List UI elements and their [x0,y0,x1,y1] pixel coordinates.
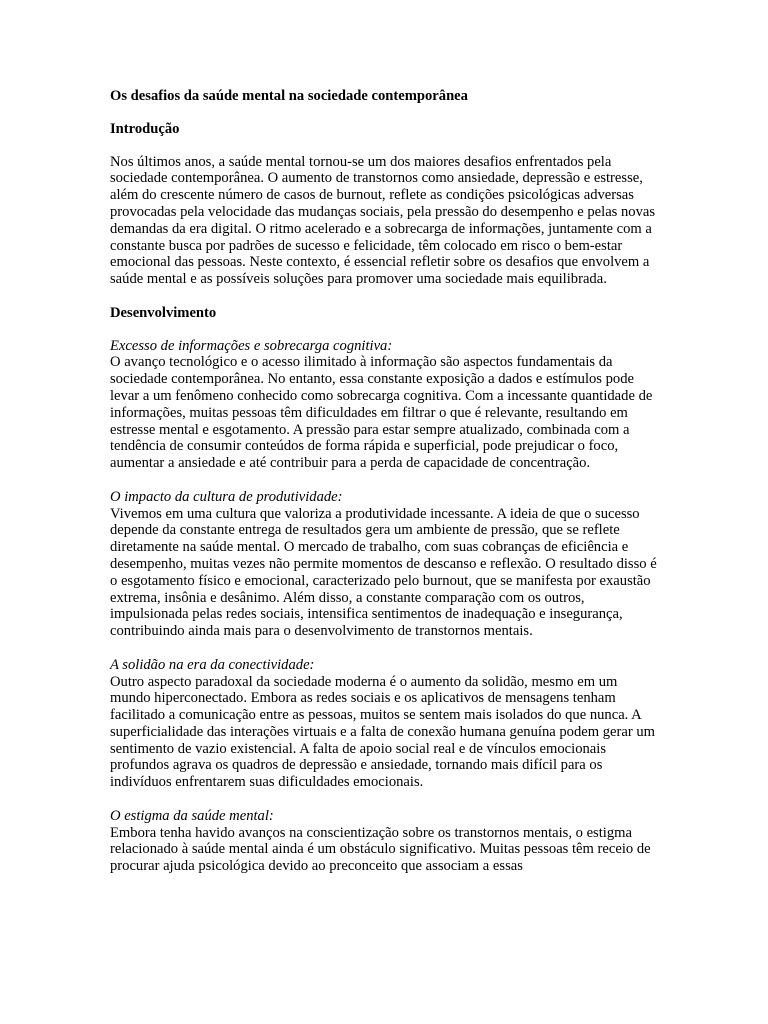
section-text: O avanço tecnológico e o acesso ilimitado à informação são aspectos fundamentais da sociedade contemporânea. No entanto, essa constante exposição a dados e estímulos pode levar a um fenômeno conhecido como sobrecarga cognitiva. Com a incessante quantidade de informações, muitas pessoas têm dificuldades em filtrar o que é relevante, resultando em estresse mental e esgotamento. A pressão para estar sempre atualizado, combinada com a tendência de consumir conteúdos de forma rápida e superficial, pode prejudicar o foco, aumentar a ansiedade e até contribuir para a perda de capacidade de concentração. [110,354,653,472]
section-productivity-culture [110,489,660,640]
intro-paragraph: Nos últimos anos, a saúde mental tornou-se um dos maiores desafios enfrentados pela sociedade contemporânea. O aumento de transtornos como ansiedade, depressão e estresse, além do crescente número de casos de burnout, reflete as condições psicológicas adversas provocadas pela velocidade das mudanças sociais, pela pressão do desempenho e pelas novas demandas da era digital. O ritmo acelerado e a sobrecarga de informações, juntamente com a constante busca por padrões de sucesso e felicidade, têm colocado em risco o bem-estar emocional das pessoas. Neste contexto, é essencial refletir sobre os desafios que envolvem a saúde mental e as possíveis soluções para promover uma sociedade mais equilibrada. [110,153,656,288]
development-heading: Desenvolvimento [110,304,217,321]
document-page [110,88,660,875]
section-subtitle: A solidão na era da conectividade: [110,656,315,673]
section-information-overload [110,338,660,472]
section-subtitle: O estigma da saúde mental: [110,807,274,824]
section-text: Vivemos em uma cultura que valoriza a produtividade incessante. A ideia de que o sucesso depende da constante entrega de resultados gera um ambiente de pressão, que se reflete diretamente na saúde mental. O mercado de trabalho, com suas cobranças de eficiência e desempenho, muitas vezes não permite momentos de descanso e reflexão. O resultado disso é o esgotamento físico e emocional, caracterizado pelo burnout, que se manifesta por exaustão extrema, insônia e desânimo. Além disso, a constante comparação com os outros, impulsionada pelas redes sociais, intensifica sentimentos de inadequação e insegurança, contribuindo ainda mais para o desenvolvimento de transtornos mentais. [110,505,657,640]
section-text: Outro aspecto paradoxal da sociedade moderna é o aumento da solidão, mesmo em um mundo hiperconectado. Embora as redes sociais e os aplicativos de mensagens tenham facilitado a comunicação entre as pessoas, muitos se sentem mais isolados do que nunca. A superficialidade das interações virtuais e a falta de conexão humana genuína podem gerar um sentimento de vazio existencial. A falta de apoio social real e de vínculos emocionais profundos agrava os quadros de depressão e ansiedade, tornando mais difícil para os indivíduos enfrentarem suas dificuldades emocionais. [110,673,656,791]
section-text: Embora tenha havido avanços na conscientização sobre os transtornos mentais, o estigma relacionado à saúde mental ainda é um obstáculo significativo. Muitas pessoas têm receio de procurar ajuda psicológica devido ao preconceito que associam a essas [110,824,651,875]
document-title: Os desafios da saúde mental na sociedade contemporânea [110,88,468,104]
section-loneliness [110,657,660,791]
section-subtitle: Excesso de informações e sobrecarga cognitiva: [110,337,393,354]
section-stigma [110,808,660,875]
section-subtitle: O impacto da cultura de produtividade: [110,488,343,505]
intro-heading: Introdução [110,120,180,137]
